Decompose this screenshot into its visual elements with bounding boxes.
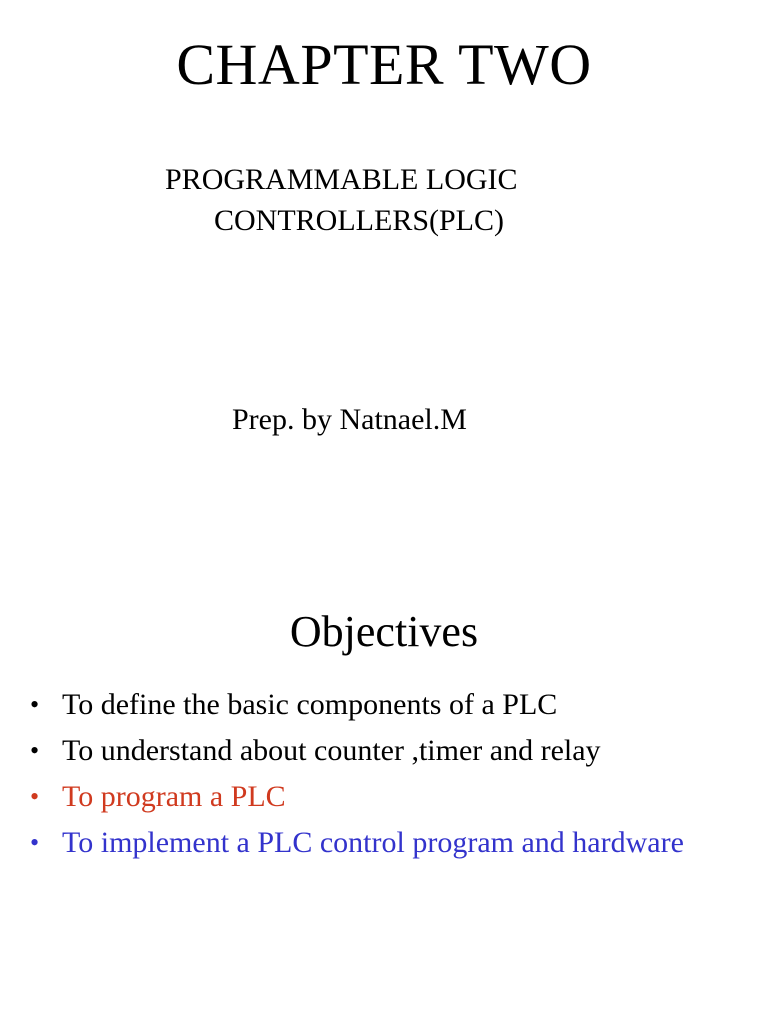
chapter-title: CHAPTER TWO bbox=[176, 32, 592, 97]
objective-text: To program a PLC bbox=[62, 780, 286, 813]
author-credit: Prep. by Natnael.M bbox=[232, 403, 467, 436]
objective-text: To understand about counter ,timer and relay bbox=[62, 734, 601, 767]
bullet-icon: • bbox=[30, 736, 40, 765]
objective-text: To define the basic components of a PLC bbox=[62, 688, 558, 721]
subtitle-line-1: PROGRAMMABLE LOGIC bbox=[165, 163, 518, 196]
objective-text: To implement a PLC control program and hardware bbox=[62, 826, 684, 859]
objectives-list bbox=[30, 686, 750, 870]
bullet-icon: • bbox=[30, 828, 40, 857]
objectives-heading: Objectives bbox=[289, 607, 479, 656]
objective-item bbox=[30, 732, 750, 770]
objective-item bbox=[30, 824, 750, 862]
objective-item bbox=[30, 686, 750, 724]
bullet-icon: • bbox=[30, 690, 40, 719]
bullet-icon: • bbox=[30, 782, 40, 811]
objective-item bbox=[30, 778, 750, 816]
subtitle-line-2: CONTROLLERS(PLC) bbox=[214, 204, 505, 237]
